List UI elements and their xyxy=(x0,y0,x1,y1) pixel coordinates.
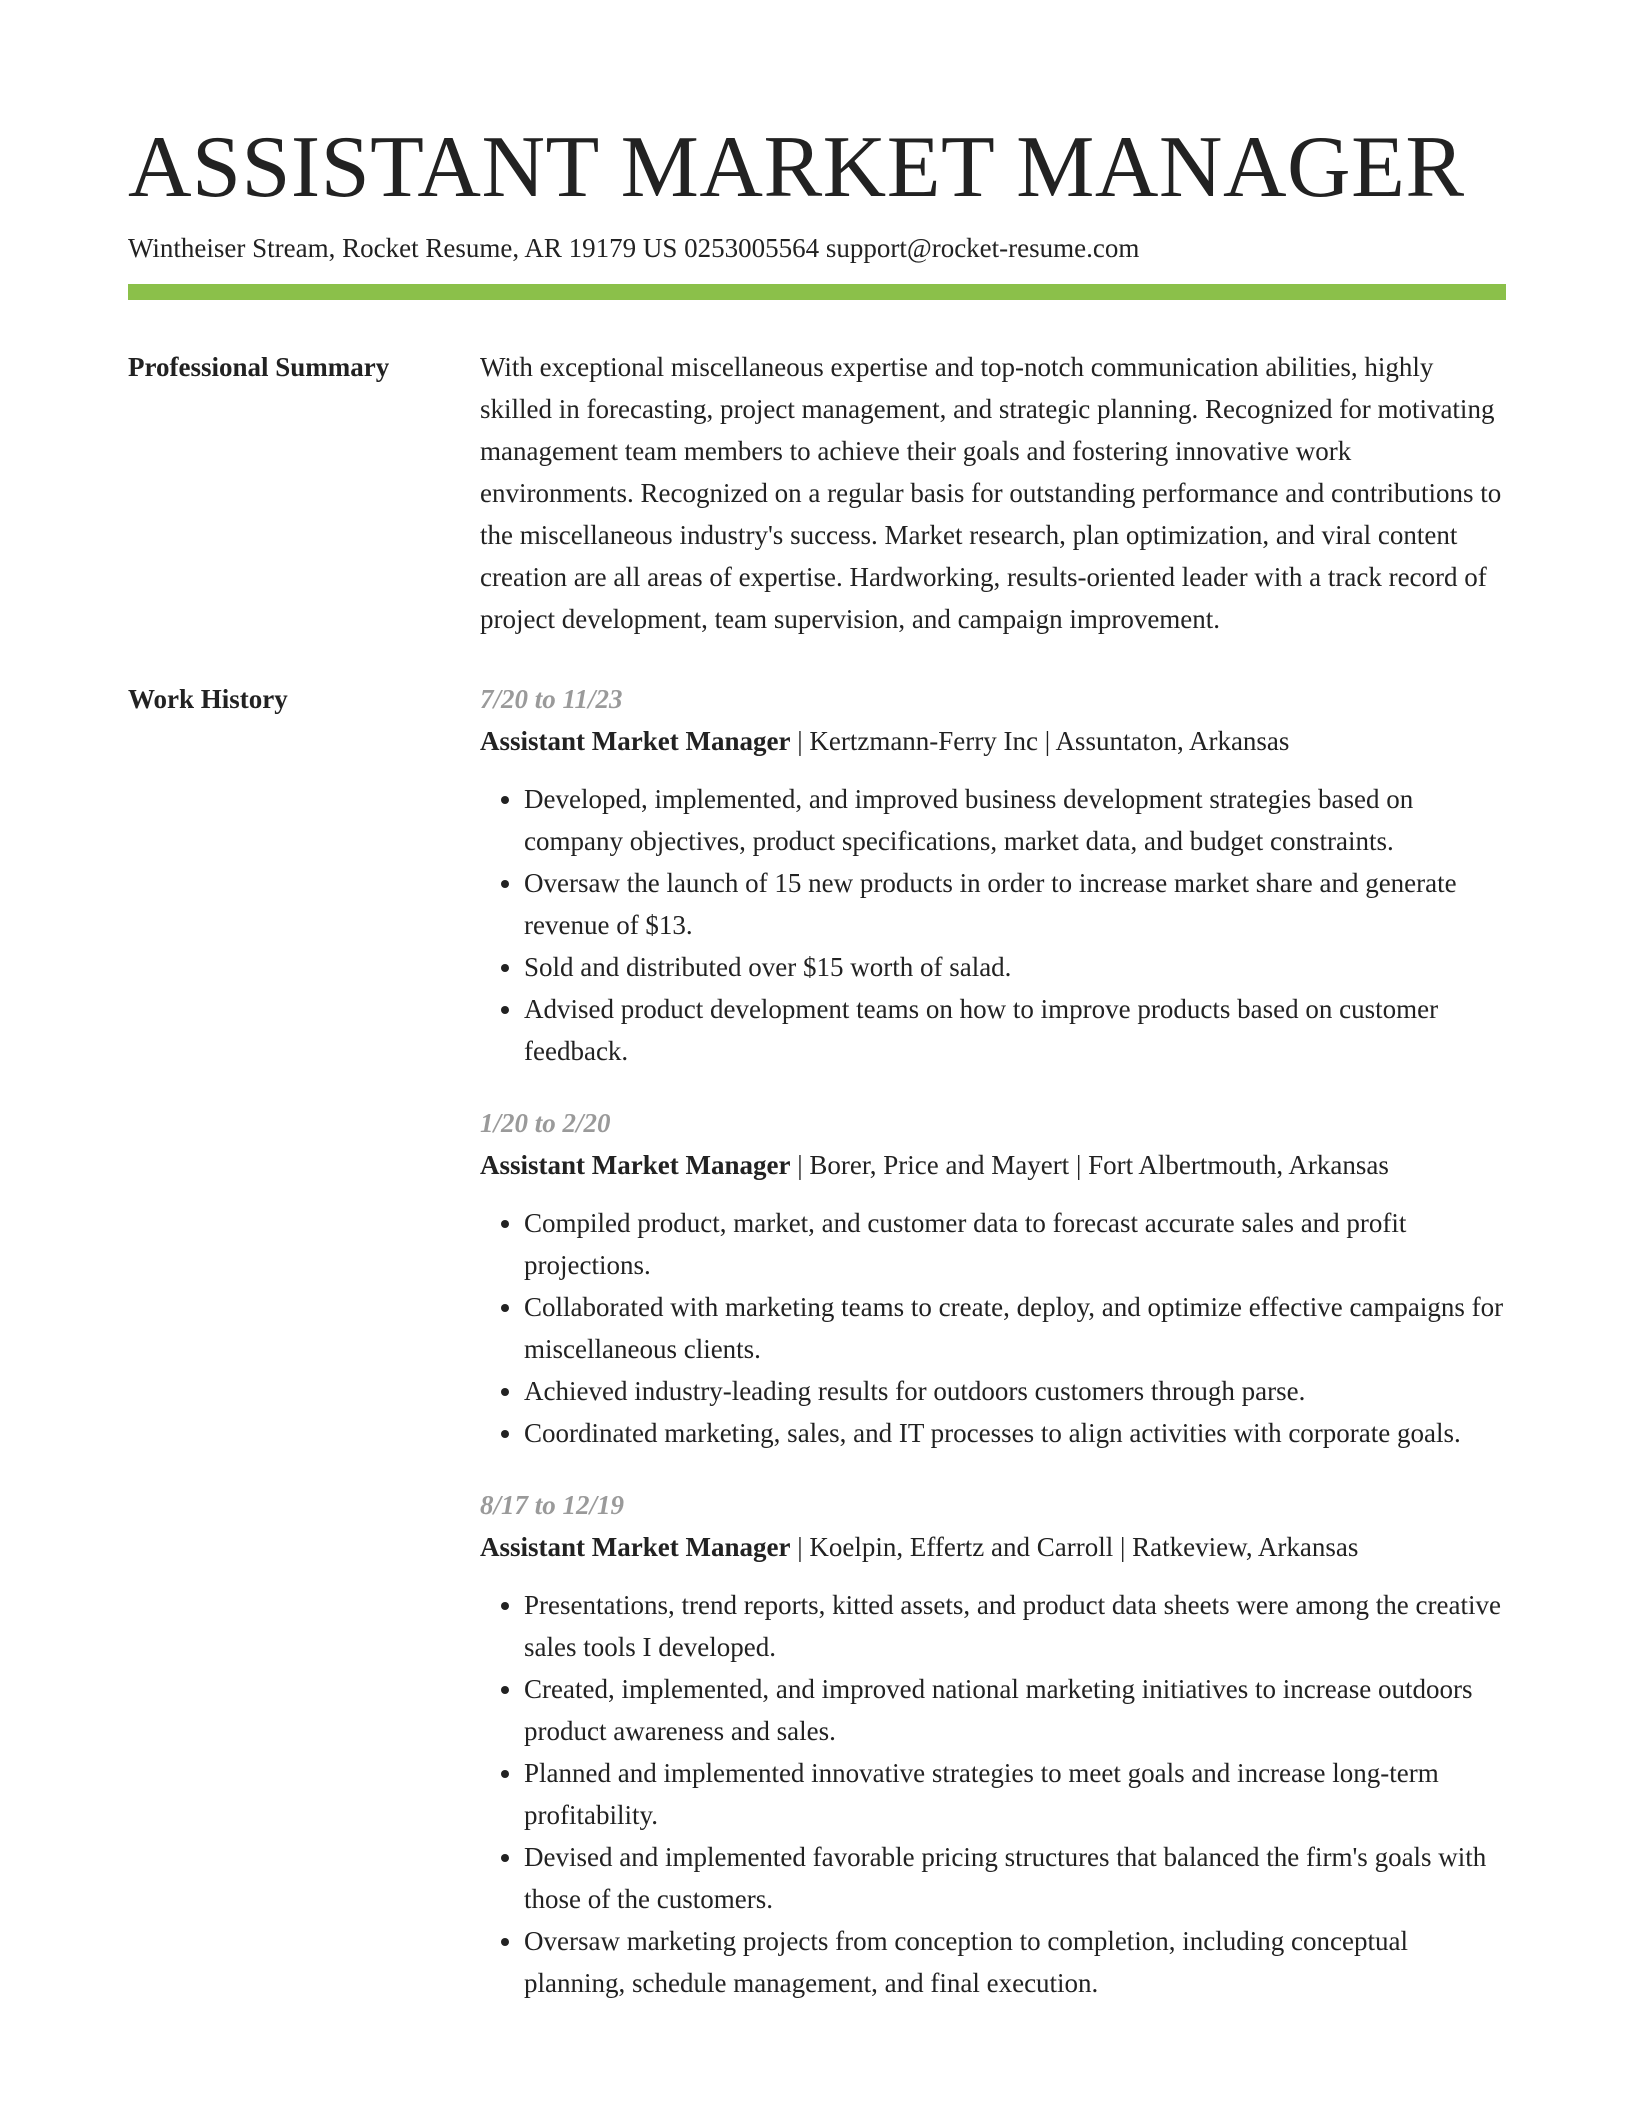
job-bullet: • Planned and implemented innovative strategies to meet goals and increase long-term profitability. xyxy=(524,1752,1506,1836)
job-entry xyxy=(480,678,1506,1072)
job-separator: | xyxy=(790,1150,810,1180)
job-dates: 7/20 to 11/23 xyxy=(480,684,623,714)
summary-section xyxy=(128,346,1506,640)
job-bullet-list xyxy=(480,778,1506,1072)
job-list xyxy=(480,678,1506,2004)
job-entry xyxy=(480,1102,1506,1454)
job-bullet: • Compiled product, market, and customer data to forecast accurate sales and profit projections. xyxy=(524,1202,1506,1286)
job-dates: 8/17 to 12/19 xyxy=(480,1490,625,1520)
job-bullet: • Advised product development teams on how to improve products based on customer feedback. xyxy=(524,988,1506,1072)
job-company: Kertzmann-Ferry Inc xyxy=(809,726,1039,756)
resume-page xyxy=(128,118,1506,2004)
job-location: Assuntaton, Arkansas xyxy=(1055,726,1290,756)
job-location: Ratkeview, Arkansas xyxy=(1132,1532,1359,1562)
job-separator: | xyxy=(790,726,810,756)
job-title: Assistant Market Manager xyxy=(480,1150,791,1180)
job-separator: | xyxy=(1069,1150,1089,1180)
job-company: Borer, Price and Mayert xyxy=(809,1150,1070,1180)
job-bullet-list xyxy=(480,1584,1506,2004)
job-entry xyxy=(480,1484,1506,2004)
job-bullet: • Coordinated marketing, sales, and IT processes to align activities with corporate goals. xyxy=(524,1412,1506,1454)
job-bullet: • Oversaw marketing projects from conception to completion, including conceptual planning, schedule management, and final execution. xyxy=(524,1920,1506,2004)
contact-line: Wintheiser Stream, Rocket Resume, AR 19179 US 0253005564 support@rocket-resume.com xyxy=(128,233,1140,263)
job-bullet: • Devised and implemented favorable pricing structures that balanced the firm's goals with those of the customers. xyxy=(524,1836,1506,1920)
job-bullet: • Developed, implemented, and improved business development strategies based on company objectives, product specifications, market data, and budget constraints. xyxy=(524,778,1506,862)
job-heading-line xyxy=(480,720,1506,762)
job-title: Assistant Market Manager xyxy=(480,1532,791,1562)
job-bullet: • Oversaw the launch of 15 new products in order to increase market share and generate revenue of $13. xyxy=(524,862,1506,946)
accent-divider xyxy=(128,284,1506,300)
job-company: Koelpin, Effertz and Carroll xyxy=(809,1532,1114,1562)
resume-name: ASSISTANT MARKET MANAGER xyxy=(128,119,1465,216)
job-bullet: • Sold and distributed over $15 worth of salad. xyxy=(524,946,1506,988)
section-heading-work-history: Work History xyxy=(128,684,288,714)
job-bullet: • Created, implemented, and improved national marketing initiatives to increase outdoors product awareness and sales. xyxy=(524,1668,1506,1752)
job-dates: 1/20 to 2/20 xyxy=(480,1108,611,1138)
job-bullet: • Achieved industry-leading results for outdoors customers through parse. xyxy=(524,1370,1506,1412)
job-location: Fort Albertmouth, Arkansas xyxy=(1088,1150,1389,1180)
job-title: Assistant Market Manager xyxy=(480,726,791,756)
job-separator: | xyxy=(1113,1532,1133,1562)
work-history-section xyxy=(128,678,1506,2004)
job-heading-line xyxy=(480,1526,1506,1568)
job-heading-line xyxy=(480,1144,1506,1186)
job-separator: | xyxy=(790,1532,810,1562)
section-heading-summary: Professional Summary xyxy=(128,352,390,382)
job-separator: | xyxy=(1038,726,1056,756)
summary-text: With exceptional miscellaneous expertise and top-notch communication abilities, highly skilled in forecasting, project management, and strategic planning. Recognized for motivating management team members to achieve their goals and fostering innovative work environments. Recognized on a regular basis for outstanding performance and contributions to the miscellaneous industry's success. Market research, plan optimization, and viral content creation are all areas of expertise. Hardworking, results-oriented leader with a track record of project development, team supervision, and campaign improvement. xyxy=(480,352,1502,634)
job-bullet-list xyxy=(480,1202,1506,1454)
job-bullet: • Presentations, trend reports, kitted assets, and product data sheets were among the creative sales tools I developed. xyxy=(524,1584,1506,1668)
job-bullet: • Collaborated with marketing teams to create, deploy, and optimize effective campaigns for miscellaneous clients. xyxy=(524,1286,1506,1370)
